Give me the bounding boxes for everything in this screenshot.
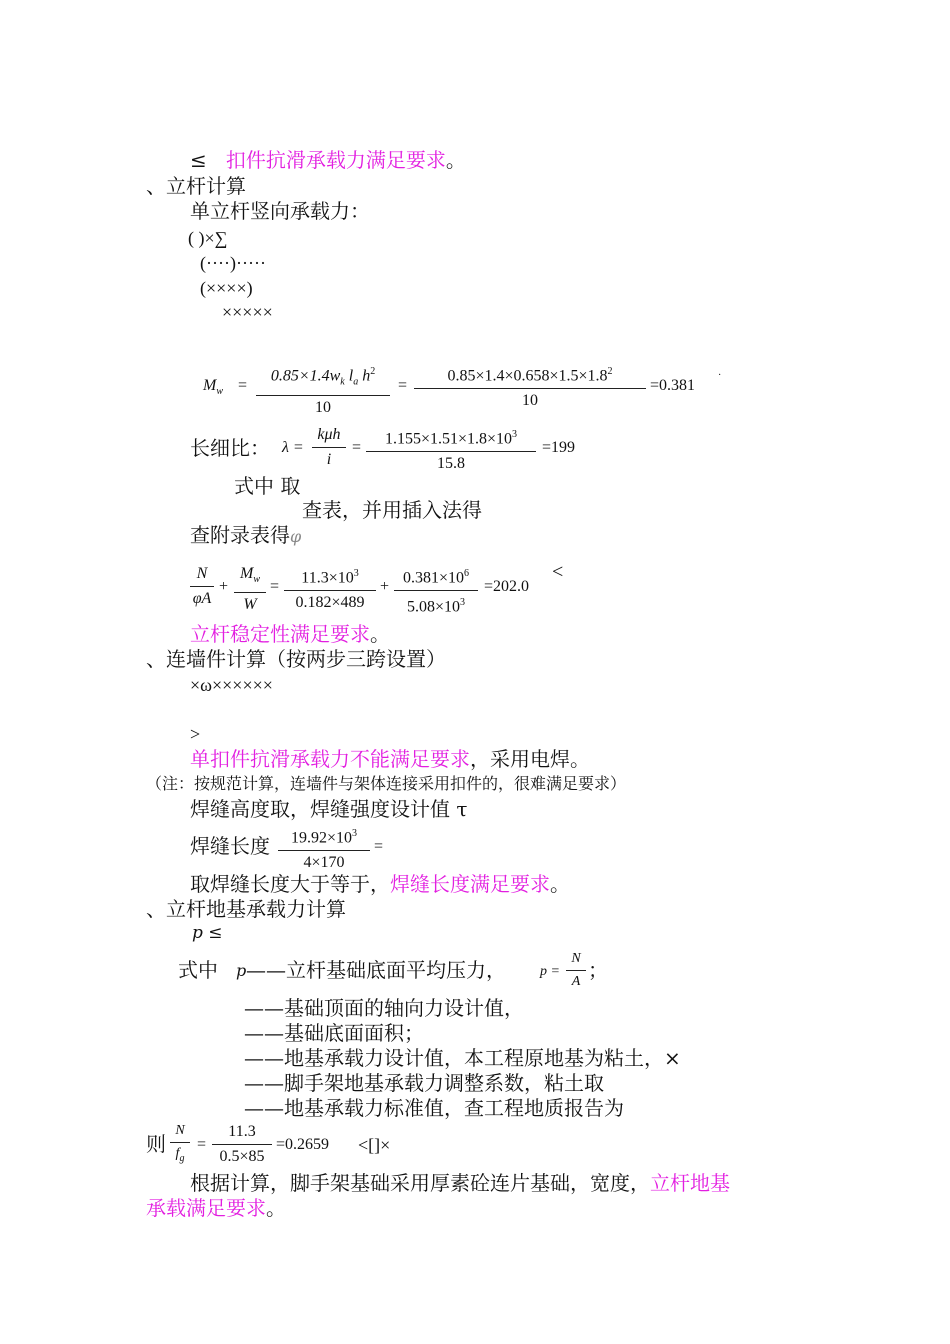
section-heading: 、立杆地基承载力计算 bbox=[146, 897, 346, 921]
le-symbol: ≤ bbox=[190, 148, 207, 172]
formula-symbol: p ≤ bbox=[192, 923, 223, 943]
text-line: 式中 取 bbox=[234, 474, 301, 498]
lt-symbol: < bbox=[552, 561, 564, 583]
text-line: ——基础底面面积； bbox=[244, 1021, 424, 1045]
expression: (····)····· bbox=[200, 253, 266, 273]
formula-symbol: p bbox=[236, 961, 247, 980]
fraction: $0.381\times 10^6$ $5.08\times 10^3$ bbox=[394, 564, 478, 618]
equals-sign: = bbox=[270, 578, 280, 595]
expression: (××××) bbox=[200, 278, 253, 298]
text-line: 取焊缝长度大于等于，焊缝长度满足要求。 bbox=[190, 872, 570, 896]
section-heading: 、连墙件计算（按两步三跨设置） bbox=[146, 647, 446, 671]
text-line: 焊缝高度取，焊缝强度设计值 τ bbox=[190, 797, 468, 821]
text-line: 承载满足要求。 bbox=[146, 1196, 286, 1220]
text-line: ——地基承载力标准值，查工程地质报告为 bbox=[244, 1096, 624, 1120]
equals-sign: = bbox=[352, 439, 362, 456]
text-line: 则 bbox=[146, 1132, 166, 1156]
fraction: $0.85\times 1.4\times 0.658\times 1.5\times 1.8^2$ 10 bbox=[414, 362, 646, 411]
fraction: $1.155\times 1.51\times 1.8\times 10^3$ 15.8 bbox=[366, 425, 536, 474]
fraction: $19.92\times 10^3$ 4×170 bbox=[278, 824, 370, 873]
equals-sign: = bbox=[374, 838, 384, 855]
fraction: 11.3 0.5×85 bbox=[212, 1122, 272, 1167]
text-line: 焊缝长度 bbox=[190, 834, 270, 858]
text-line: 查附录表得φ bbox=[190, 523, 302, 547]
equals-sign: = bbox=[197, 1136, 207, 1153]
text-line: 单扣件抗滑承载力不能满足要求，采用电焊。 bbox=[190, 747, 590, 771]
text-line: ——基础顶面的轴向力设计值， bbox=[244, 996, 524, 1020]
text-line: ≤ 扣件抗滑承载力满足要求。 bbox=[190, 148, 466, 172]
text-line: 单立杆竖向承载力： bbox=[190, 199, 370, 223]
fraction: N $f_g$ bbox=[170, 1122, 190, 1168]
text-line: 长细比： bbox=[190, 436, 270, 460]
text-line: ——地基承载力设计值，本工程原地基为粘土，× bbox=[244, 1046, 681, 1070]
note-text: （注：按规范计算，连墙件与架体连接采用扣件的，很难满足要求） bbox=[146, 774, 627, 793]
text-line: ——立杆基础底面平均压力， bbox=[246, 958, 506, 982]
fraction: kμh i bbox=[312, 425, 346, 470]
expression: ( )×∑ bbox=[188, 228, 228, 248]
text-line: 式中 bbox=[178, 958, 218, 982]
highlight-text: 扣件抗滑承载力满足要求 bbox=[225, 148, 446, 172]
fraction: $0.85\times 1.4w_k$ $l_a$ $h^2$ 10 bbox=[256, 362, 390, 418]
equals-sign: = bbox=[398, 377, 408, 394]
result-value: =199 bbox=[542, 439, 576, 456]
result-value: =0.2659 bbox=[276, 1136, 330, 1153]
expression: <[]× bbox=[358, 1135, 391, 1155]
plus-sign: + bbox=[380, 578, 390, 595]
text-line: 查表，并用插入法得 bbox=[302, 498, 482, 522]
expression: ×ω×××××× bbox=[190, 675, 273, 695]
text-line: 根据计算，脚手架基础采用厚素砼连片基础，宽度，立杆地基 bbox=[190, 1171, 730, 1195]
fraction: $M_w$ W bbox=[234, 564, 266, 615]
result-value: =0.381 bbox=[650, 377, 696, 394]
text-line: ——脚手架地基承载力调整系数，粘土取 bbox=[244, 1071, 604, 1095]
plus-sign: + bbox=[219, 578, 229, 595]
fraction: $11.3\times 10^3$ 0.182×489 bbox=[284, 564, 376, 613]
formula-symbol: p = bbox=[540, 964, 560, 979]
section-heading: 、立杆计算 bbox=[146, 174, 246, 198]
formula-symbol: $M_w$ bbox=[203, 377, 223, 398]
expression: ××××× bbox=[222, 302, 273, 322]
text-line: ； bbox=[588, 958, 608, 982]
fraction: N A bbox=[566, 950, 586, 991]
text-line: 立杆稳定性满足要求。 bbox=[190, 622, 390, 646]
result-value: =202.0 bbox=[484, 578, 530, 595]
equals-sign: = bbox=[238, 377, 248, 394]
lambda-symbol: λ = bbox=[282, 439, 304, 456]
dot-mark: · bbox=[718, 370, 722, 381]
fraction: N φA bbox=[190, 564, 214, 609]
expression: > bbox=[190, 724, 201, 744]
